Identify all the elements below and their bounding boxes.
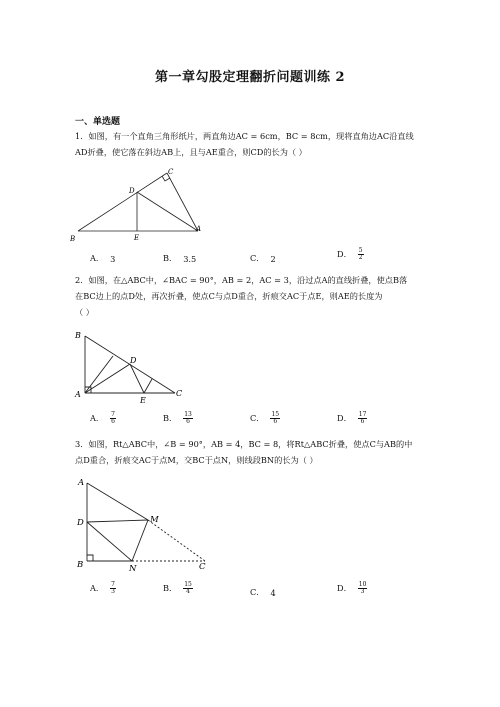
q1-option-c[interactable]: C． 2	[250, 253, 276, 264]
label-d: D	[129, 187, 135, 195]
label-c: C	[176, 389, 183, 398]
label-b: B	[75, 331, 81, 340]
q3-option-d[interactable]: D． $\frac{10}{3}$	[337, 581, 367, 595]
question-2-line-3: （ ）	[75, 307, 94, 317]
segment-ad	[85, 364, 130, 393]
label-n: N	[129, 564, 137, 574]
q3-option-a[interactable]: A． $\frac{7}{3}$	[90, 581, 115, 595]
fraction: $\frac{13}{6}$	[184, 411, 192, 425]
q1-option-d[interactable]: D． $\frac{5}{2}$	[337, 247, 363, 261]
question-2-text	[75, 272, 435, 320]
fold-line-ad	[137, 192, 198, 231]
label-a: A	[78, 478, 85, 488]
question-3-line-2: 点D重合，折痕交AC于点M，交BC于点N，则线段BN的长为（ ）	[75, 455, 318, 465]
page-title: 第一章勾股定理翻折问题训练 2	[154, 70, 346, 85]
section-heading: 一、单选题	[75, 117, 121, 127]
question-1-figure	[70, 165, 210, 245]
q3-option-c[interactable]: C． 4	[250, 587, 276, 598]
label-e: E	[140, 396, 146, 405]
right-angle-mark	[87, 555, 93, 561]
segment-dm	[87, 520, 148, 522]
label-d: D	[77, 518, 84, 528]
question-1-line-1: 1．如图，有一个直角三角形纸片，两直角边AC = 6cm，BC = 8cm，现将直角边AC沿直线	[75, 131, 414, 141]
fraction: $\frac{15}{4}$	[184, 581, 192, 595]
question-1-line-2: AD折叠，使它落在斜边AB上，且与AE重合，则CD的长为（ ）	[75, 147, 307, 157]
fold-line-2	[144, 379, 152, 393]
q1-option-b[interactable]: B． 3.5	[163, 253, 197, 264]
segment-dn	[87, 522, 132, 561]
segment-de	[130, 364, 144, 393]
label-c: C	[199, 562, 206, 572]
q2-option-a[interactable]: A． $\frac{7}{6}$	[90, 411, 115, 425]
side-ca	[167, 173, 198, 231]
fold-line-mn	[132, 520, 148, 561]
dashed-mc	[148, 520, 205, 561]
fraction: $\frac{15}{6}$	[271, 411, 280, 425]
label-b: B	[77, 560, 84, 570]
q3-option-b[interactable]: B． $\frac{15}{4}$	[163, 581, 192, 595]
fraction: $\frac{17}{6}$	[358, 411, 367, 425]
q2-option-b[interactable]: B． $\frac{13}{6}$	[163, 411, 192, 425]
label-m: M	[150, 515, 159, 525]
q2-option-d[interactable]: D． $\frac{17}{6}$	[337, 411, 367, 425]
fraction: $\frac{5}{2}$	[358, 247, 363, 261]
question-3-line-1: 3．如图，Rt△ABC中，∠B = 90°，AB = 4，BC = 8，将Rt△ABC折叠，使点C与AB的中	[75, 439, 413, 449]
q1-option-a[interactable]: A． 3	[90, 253, 116, 264]
label-c: C	[168, 168, 174, 176]
label-a: A	[196, 225, 202, 233]
fraction: $\frac{7}{3}$	[111, 581, 115, 595]
label-d: D	[130, 356, 137, 365]
question-2-figure	[70, 326, 190, 406]
label-a: A	[75, 390, 81, 399]
side-bc	[78, 173, 167, 231]
question-3-figure	[70, 475, 220, 575]
question-2-line-1: 2．如图，在△ABC中，∠BAC = 90°，AB = 2，AC = 3，沿过点A的直线折叠，使点B落	[75, 275, 408, 285]
label-b: B	[70, 235, 76, 243]
question-2-line-2: 在BC边上的点D处，再次折叠，使点C与点D重合，折痕交AC于点E，则AE的长度为	[75, 291, 383, 301]
segment-am	[87, 483, 148, 520]
question-1-text	[75, 128, 435, 160]
fraction: $\frac{10}{3}$	[358, 581, 367, 595]
q2-option-c[interactable]: C． $\frac{15}{6}$	[250, 411, 280, 425]
question-3-text	[75, 436, 435, 468]
fraction: $\frac{7}{6}$	[111, 411, 115, 425]
fold-line-1	[85, 356, 113, 393]
label-e: E	[134, 234, 140, 242]
